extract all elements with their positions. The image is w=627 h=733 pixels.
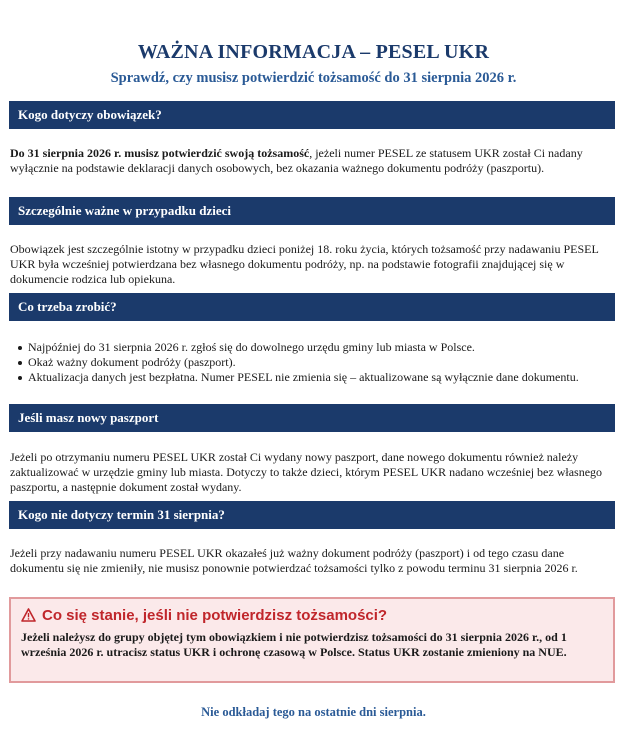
warning-title-text: Co się stanie, jeśli nie potwierdzisz tożsamości? bbox=[42, 607, 388, 624]
section-heading-todo: Co trzeba zrobić? bbox=[9, 293, 615, 321]
section-heading-children: Szczególnie ważne w przypadku dzieci bbox=[9, 197, 615, 225]
section-text-children: Obowiązek jest szczególnie istotny w przypadku dzieci poniżej 18. roku życia, których tożsamość przy nadawaniu PESEL UKR była wcześniej potwierdzana bez własnego dokumentu podróży, np. na podstawie fotografii znajdującej się w dokumencie rodzica lub opiekuna. bbox=[10, 242, 599, 286]
section-text-not-affected: Jeżeli przy nadawaniu numeru PESEL UKR okazałeś już ważny dokument podróży (paszport) i od tego czasu dane dokumentu się nie zmieniły, nie musisz ponownie potwierdzać tożsamości tylko z powodu terminu 31 sierpnia 2026 r. bbox=[10, 546, 578, 575]
section-heading-not-affected: Kogo nie dotyczy termin 31 sierpnia? bbox=[9, 501, 615, 529]
warning-text: Jeżeli należysz do grupy objętej tym obowiązkiem i nie potwierdzisz tożsamości do 31 sierpnia 2026 r., od 1 września 2026 r. utracisz status UKR i ochronę czasową w Polsce. Status UKR zostanie zmieniony na NUE. bbox=[21, 630, 567, 659]
todo-list-item: Aktualizacja danych jest bezpłatna. Numer PESEL nie zmienia się – aktualizowane są wyłącznie dane dokumentu. bbox=[28, 370, 600, 385]
section-text-new-passport: Jeżeli po otrzymaniu numeru PESEL UKR został Ci wydany nowy paszport, dane nowego dokumentu również należy zaktualizować w urzędzie gminy lub miasta. Dotyczy to także dzieci, którym PESEL UKR nadano wcześniej bez własnego paszportu, a następnie dokument został wydany. bbox=[10, 450, 603, 494]
section-heading-who: Kogo dotyczy obowiązek? bbox=[9, 101, 615, 129]
warning-box bbox=[9, 597, 615, 683]
warning-triangle-icon bbox=[21, 608, 36, 626]
section-text-who bbox=[10, 146, 610, 176]
section-heading-new-passport: Jeśli masz nowy paszport bbox=[9, 404, 615, 432]
section-text-who-rest: , jeżeli numer PESEL ze statusem UKR został Ci nadany wyłącznie na podstawie deklaracji danych osobowych, bez okazania ważnego dokumentu podróży (paszportu). bbox=[10, 146, 583, 175]
todo-list-item: Okaż ważny dokument podróży (paszport). bbox=[28, 355, 600, 370]
warning-heading bbox=[21, 607, 387, 626]
section-text-who-bold: Do 31 sierpnia 2026 r. musisz potwierdzić swoją tożsamość bbox=[10, 146, 310, 160]
todo-list-item: Najpóźniej do 31 sierpnia 2026 r. zgłoś się do dowolnego urzędu gminy lub miasta w Polsce. bbox=[28, 340, 600, 355]
page-subtitle: Sprawdź, czy musisz potwierdzić tożsamość do 31 sierpnia 2026 r. bbox=[110, 70, 517, 86]
footer-note: Nie odkładaj tego na ostatnie dni sierpnia. bbox=[201, 705, 426, 719]
todo-list bbox=[10, 340, 600, 384]
page-title: WAŻNA INFORMACJA – PESEL UKR bbox=[137, 41, 490, 63]
